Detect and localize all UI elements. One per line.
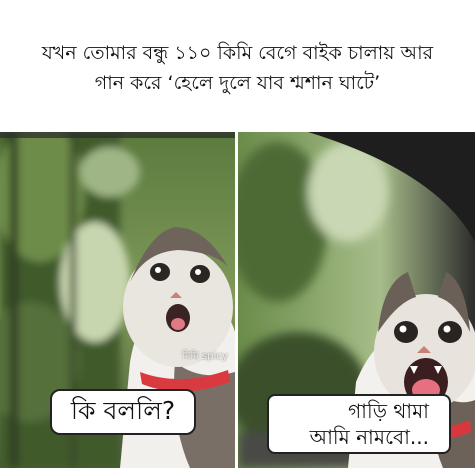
right-speech-bubble [267,394,451,454]
right-speech-line-1: গাড়ি থামা [348,399,429,423]
caption-line-1: যখন তোমার বন্ধু ১১০ কিমি বেগে বাইক চালায় আর [41,42,434,64]
left-speech-text: কি বললি? [70,395,176,425]
right-speech-line-2: আমি নামবো... [309,425,429,449]
meme-caption [0,0,475,130]
watermark: মিমি spicy [182,351,228,362]
left-speech-bubble [50,389,196,435]
caption-line-2: গান করে ‘হেলে দুলে যাব শ্মশান ঘাটে’ [94,72,381,94]
